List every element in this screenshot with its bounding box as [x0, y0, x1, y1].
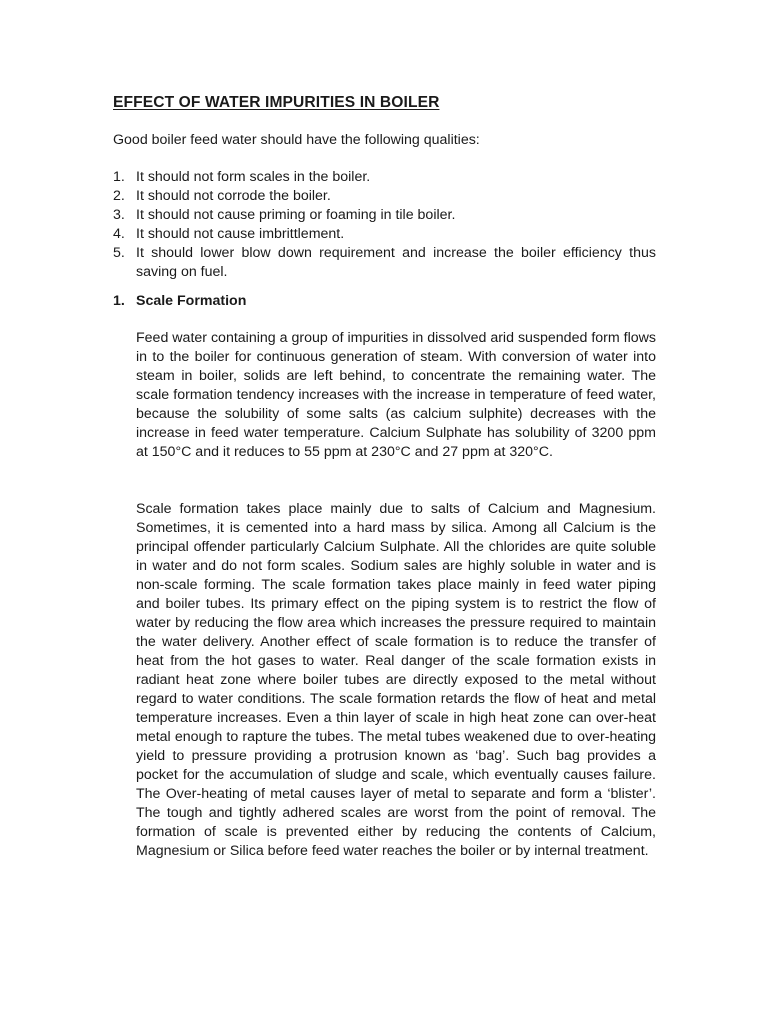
list-item [113, 168, 656, 187]
list-item-number: 3. [113, 207, 125, 223]
list-item-text: It should not cause priming or foaming in tile boiler. [136, 207, 456, 223]
page-title: EFFECT OF WATER IMPURITIES IN BOILER [113, 94, 440, 111]
list-item [113, 244, 656, 282]
list-item [113, 225, 656, 244]
list-item-text: It should not cause imbrittlement. [136, 226, 345, 242]
body-paragraph: Feed water containing a group of impurities in dissolved arid suspended form flows in to the boiler for continuous generation of steam. With conversion of water into steam in boiler, solids are left behind, to concentrate the remaining water. The scale formation tendency increases with the increase in temperature of feed water, because the solubility of some salts (as calcium sulphite) decreases with the increase in feed water temperature. Calcium Sulphate has solubility of 3200 ppm at 150°C and it reduces to 55 ppm at 230°C and 27 ppm at 320°C. [136, 330, 656, 460]
list-item-text: It should not form scales in the boiler. [136, 169, 371, 185]
list-item [113, 206, 656, 225]
body-paragraph: Scale formation takes place mainly due to salts of Calcium and Magnesium. Sometimes, it is cemented into a hard mass by silica. Among all Calcium is the principal offender particularly Calcium Sulphate. All the chlorides are quite soluble in water and do not form scales. Sodium sales are highly soluble in water and is non-scale forming. The scale formation takes place mainly in feed water piping and boiler tubes. Its primary effect on the piping system is to restrict the flow of water by reducing the flow area which increases the pressure required to maintain the water delivery. Another effect of scale formation is to reduce the transfer of heat from the hot gases to water. Real danger of the scale formation exists in radiant heat zone where boiler tubes are directly exposed to the metal without regard to water conditions. The scale formation retards the flow of heat and metal temperature increases. Even a thin layer of scale in high heat zone can over-heat metal enough to rapture the tubes. The metal tubes weakened due to over-heating yield to pressure providing a protrusion known as ‘bag’. Such bag provides a pocket for the accumulation of sludge and scale, which eventually causes failure. The Over-heating of metal causes layer of metal to separate and form a ‘blister’. The tough and tightly adhered scales are worst from the point of removal. The formation of scale is prevented either by reducing the contents of Calcium, Magnesium or Silica before feed water reaches the boiler or by internal treatment. [136, 501, 656, 859]
section-number: 1. [113, 293, 125, 309]
qualities-list [113, 168, 656, 282]
list-item [113, 187, 656, 206]
list-item-text: It should not corrode the boiler. [136, 188, 331, 204]
list-item-number: 4. [113, 226, 125, 242]
section-heading [113, 292, 246, 311]
list-item-number: 5. [113, 245, 125, 261]
list-item-text: It should lower blow down requirement and increase the boiler efficiency thus saving on fuel. [136, 245, 656, 280]
intro-text: Good boiler feed water should have the following qualities: [113, 132, 480, 148]
list-item-number: 2. [113, 188, 125, 204]
list-item-number: 1. [113, 169, 125, 185]
section-title: Scale Formation [136, 293, 247, 309]
